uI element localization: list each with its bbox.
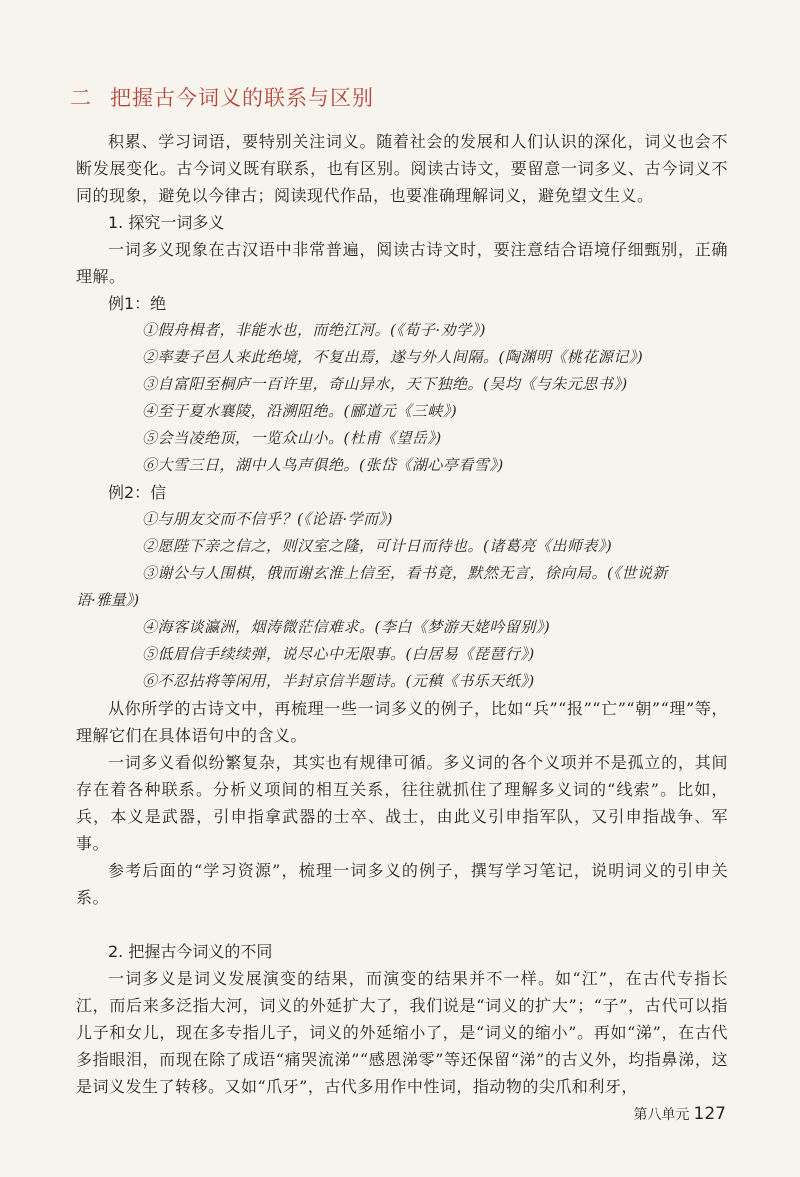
body-content: [76, 128, 728, 1100]
example2-item: ⑤低眉信手续续弹，说尽心中无限事。(白居易《琵琶行》): [142, 645, 535, 663]
example1-label: 例1：绝: [108, 294, 167, 313]
part2-paragraph: 一词多义是词义发展演变的结果，而演变的结果并不一样。如“江”，在古代专指长江，而后来多泛指大河，词义的外延扩大了，我们说是“词义的扩大”；“子”，古代可以指儿子和女儿，现在多专指儿子，词义的外延缩小了，是“词义的缩小”。再如“涕”，在古代多指眼泪，而现在除了成语“痛哭流涕”“感恩涕零”等还保留“涕”的古义外，均指鼻涕，这是词义发生了转移。又如“爪牙”，古代多用作中性词，指动物的尖爪和利牙，: [76, 969, 728, 1096]
example2-item: ①与朋友交而不信乎？(《论语·学而》): [142, 510, 393, 528]
example1-item: ④至于夏水襄陵，沿溯阻绝。(郦道元《三峡》): [142, 402, 458, 420]
part1-intro: 一词多义现象在古汉语中非常普遍，阅读古诗文时，要注意结合语境仔细甄别，正确理解。: [76, 240, 728, 286]
example2-item: ②愿陛下亲之信之，则汉室之隆，可计日而待也。(诸葛亮《出师表》): [142, 537, 613, 555]
example1-item: ②率妻子邑人来此绝境，不复出焉，遂与外人间隔。(陶渊明《桃花源记》): [142, 348, 644, 366]
section-title: [70, 82, 374, 112]
part1-paragraph-b: 一词多义看似纷繁复杂，其实也有规律可循。多义词的各个义项并不是孤立的，其间存在着各种联系。分析义项间的相互关系，往往就抓住了理解多义词的“线索”。比如，兵，本义是武器，引申指拿武器的士卒、战士，由此义引申指军队，又引申指战争、军事。: [76, 753, 728, 853]
unit-label: 第八单元: [633, 1107, 690, 1123]
section-number: 二: [70, 86, 92, 110]
intro-paragraph: 积累、学习词语，要特别关注词义。随着社会的发展和人们认识的深化，词义也会不断发展变化。古今词义既有联系，也有区别。阅读古诗文，要留意一词多义、古今词义不同的现象，避免以今律古；阅读现代作品，也要准确理解词义，避免望文生义。: [76, 132, 728, 205]
example2-item: ④海客谈瀛洲，烟涛微茫信难求。(李白《梦游天姥吟留别》): [142, 618, 551, 636]
part2-heading: 2. 把握古今词义的不同: [108, 942, 273, 961]
example1-item: ①假舟楫者，非能水也，而绝江河。(《荀子·劝学》): [142, 321, 486, 339]
part1-paragraph-a: 从你所学的古诗文中，再梳理一些一词多义的例子，比如“兵”“报”“亡”“朝”“理”等，理解它们在具体语句中的含义。: [76, 699, 728, 745]
example1-item: ⑤会当凌绝顶，一览众山小。(杜甫《望岳》): [142, 429, 442, 447]
example2-item: ③谢公与人围棋，俄而谢玄淮上信至，看书竟，默然无言，徐向局。(《世说新: [142, 564, 668, 582]
example2-label: 例2：信: [108, 483, 167, 502]
example2-item-continuation: 语·雅量》): [76, 591, 140, 609]
part1-paragraph-c: 参考后面的“学习资源”，梳理一词多义的例子，撰写学习笔记，说明词义的引申关系。: [76, 861, 728, 907]
page-number: 127: [693, 1104, 726, 1124]
example2-item: ⑥不忍拈将等闲用，半封京信半题诗。(元稹《书乐天纸》): [142, 672, 535, 690]
section-gap: [76, 911, 728, 938]
part1-heading: 1. 探究一词多义: [108, 213, 225, 232]
example1-item: ③自富阳至桐庐一百许里，奇山异水，天下独绝。(吴均《与朱元思书》): [142, 375, 628, 393]
example1-item: ⑥大雪三日，湖中人鸟声俱绝。(张岱《湖心亭看雪》): [142, 456, 504, 474]
page-footer: [634, 1104, 726, 1124]
section-title-text: 把握古今词义的联系与区别: [110, 86, 374, 110]
